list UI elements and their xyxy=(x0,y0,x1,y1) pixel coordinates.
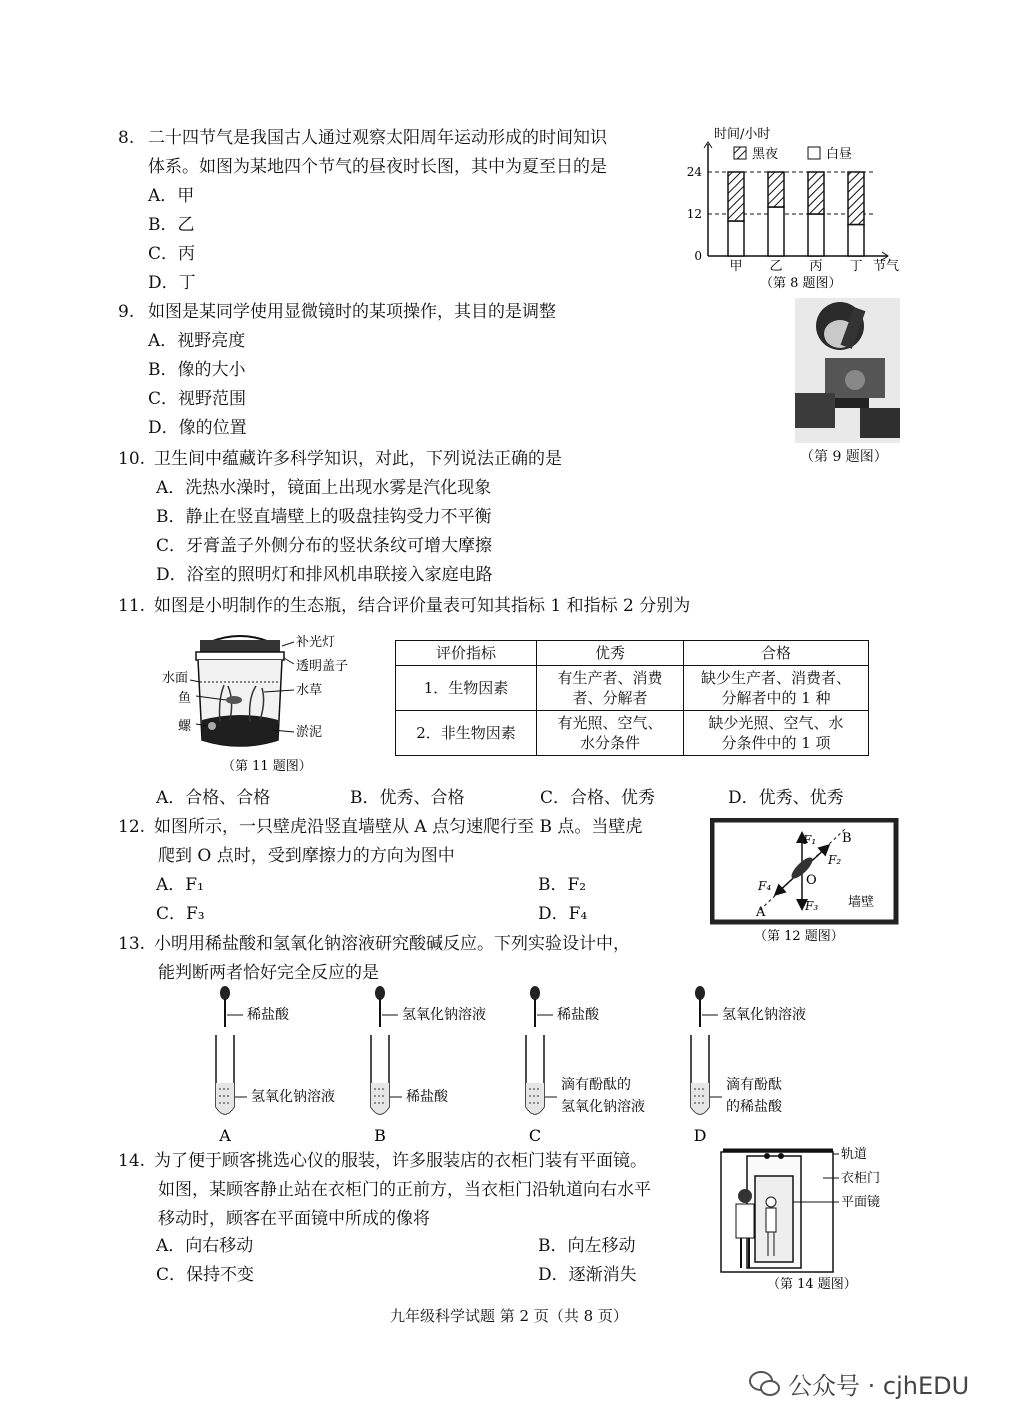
q13-stem-line1: 小明用稀盐酸和氢氧化钠溶液研究酸碱反应。下列实验设计中， xyxy=(154,934,630,954)
setup-letter: B xyxy=(374,1126,386,1145)
light-lamp xyxy=(200,640,280,652)
q11-caption: （第 11 题图） xyxy=(222,759,312,774)
tube-label: 氢氧化钠溶液 xyxy=(251,1089,335,1105)
q10-option-a: A．洗热水澡时，镜面上出现水雾是汽化现象 xyxy=(156,478,492,498)
q10-stem: 卫生间中蕴藏许多科学知识，对此，下列说法正确的是 xyxy=(154,449,562,469)
cell-line: 缺少生产者、消费者、 xyxy=(700,669,851,687)
dropper-bulb-icon xyxy=(695,986,705,1000)
legend-night-swatch xyxy=(734,147,746,159)
q14-option-c: C．保持不变 xyxy=(156,1265,255,1285)
bar-night xyxy=(768,172,784,207)
page-footer: 九年级科学试题 第 2 页（共 8 页） xyxy=(390,1307,628,1325)
y-tick-label: 0 xyxy=(694,249,702,263)
label-water-grass: 水草 xyxy=(296,683,323,698)
point-o-label: O xyxy=(806,873,817,888)
q11-option-b: B．优秀、合格 xyxy=(350,788,465,808)
tube-label: 滴有酚酞 xyxy=(726,1077,782,1093)
dropper-label: 氢氧化钠溶液 xyxy=(722,1007,806,1023)
q8-number: 8. xyxy=(118,128,135,148)
point-b-label: B xyxy=(842,831,852,846)
tube-label: 稀盐酸 xyxy=(406,1089,448,1105)
q10-number: 10. xyxy=(118,449,146,469)
label-light: 补光灯 xyxy=(296,635,336,650)
q9-option-a: A．视野亮度 xyxy=(148,331,246,351)
table-cell xyxy=(684,711,869,756)
table-cell xyxy=(537,666,684,711)
x-tick-label: 丙 xyxy=(809,259,823,274)
label-mirror: 平面镜 xyxy=(841,1195,881,1210)
force-f3-label: F₃ xyxy=(805,899,819,913)
q14-option-d: D．逐渐消失 xyxy=(538,1265,637,1285)
q12-option-b: B．F₂ xyxy=(538,875,587,895)
liquid xyxy=(216,1083,234,1114)
label-track: 轨道 xyxy=(841,1147,868,1162)
q8-x-axis-label: 节气 xyxy=(873,259,900,274)
q11-option-d: D．优秀、优秀 xyxy=(728,788,844,808)
bar-day xyxy=(848,225,864,257)
q14-option-b: B．向左移动 xyxy=(538,1236,636,1256)
label-door: 衣柜门 xyxy=(841,1171,881,1186)
q8-stem-line2: 体系。如图为某地四个节气的昼夜时长图，其中为夏至日的是 xyxy=(148,157,607,177)
table-cell xyxy=(684,666,869,711)
force-f4-label: F₄ xyxy=(758,879,772,893)
bar-day xyxy=(808,214,824,256)
y-tick-label: 24 xyxy=(686,165,702,179)
table-row xyxy=(396,711,869,756)
q12-option-c: C．F₃ xyxy=(156,904,205,924)
q9-number: 9. xyxy=(118,302,135,322)
legend-day-label: 白昼 xyxy=(826,147,853,162)
q13-stem-line2: 能判断两者恰好完全反应的是 xyxy=(158,963,379,983)
q14-stem-line2: 如图，某顾客静止站在衣柜门的正前方，当衣柜门沿轨道向右水平 xyxy=(158,1180,651,1200)
table-cell: 1．生物因素 xyxy=(396,666,537,711)
q10-option-b: B．静止在竖直墙壁上的吸盘挂钩受力不平衡 xyxy=(156,507,492,527)
q8-y-axis-label: 时间/小时 xyxy=(714,127,771,142)
x-tick-label: 丁 xyxy=(849,259,863,274)
eco-bottle-figure xyxy=(160,630,385,780)
q11-option-c: C．合格、优秀 xyxy=(540,788,656,808)
liquid xyxy=(371,1083,389,1114)
watermark xyxy=(748,1366,969,1401)
force-f1-label: F₁ xyxy=(803,833,817,847)
label-water-surface: 水面 xyxy=(162,671,189,686)
q9-caption: （第 9 题图） xyxy=(800,449,888,465)
point-a-label: A xyxy=(756,905,766,920)
dropper-bulb-icon xyxy=(220,986,230,1000)
bottle-lid xyxy=(196,652,284,660)
q11-option-a: A．合格、合格 xyxy=(156,788,271,808)
wall-label: 墙壁 xyxy=(848,895,875,910)
setup-b xyxy=(371,986,486,1145)
q9-option-c: C．视野范围 xyxy=(148,389,247,409)
label-fish: 鱼 xyxy=(178,691,192,706)
q8-caption: （第 8 题图） xyxy=(760,276,842,291)
q8-bar-chart xyxy=(678,124,908,299)
q12-option-a: A．F₁ xyxy=(156,875,204,895)
x-tick-label: 甲 xyxy=(729,259,743,274)
bar-night xyxy=(848,172,864,225)
q13-number: 13. xyxy=(118,934,146,954)
cell-line: 水分条件 xyxy=(579,734,640,752)
bar-night xyxy=(808,172,824,214)
legend-day-swatch xyxy=(808,147,820,159)
tube-label: 氢氧化钠溶液 xyxy=(561,1099,645,1115)
tube-label: 的稀盐酸 xyxy=(726,1099,782,1115)
q8-option-d: D．丁 xyxy=(148,273,196,293)
setup-letter: C xyxy=(528,1126,542,1145)
q10-option-c: C．牙膏盖子外侧分布的竖状条纹可增大摩擦 xyxy=(156,536,493,556)
label-lid: 透明盖子 xyxy=(296,659,349,674)
q8-option-b: B．乙 xyxy=(148,215,195,235)
cell-line: 有光照、空气、 xyxy=(557,714,663,732)
wardrobe-mirror-figure xyxy=(715,1142,895,1294)
titration-setups xyxy=(200,985,890,1145)
cell-line: 分条件中的 1 项 xyxy=(721,734,831,752)
q8-option-a: A．甲 xyxy=(148,186,195,206)
watermark-text: 公众号 · cjhEDU xyxy=(788,1372,970,1400)
cell-line: 分解者中的 1 种 xyxy=(721,689,831,707)
q12-caption: （第 12 题图） xyxy=(754,929,844,944)
setup-letter: D xyxy=(693,1126,707,1145)
bar-night xyxy=(728,172,744,221)
cell-line: 者、分解者 xyxy=(572,689,648,707)
q14-stem-line3: 移动时，顾客在平面镜中所成的像将 xyxy=(158,1209,430,1229)
liquid xyxy=(526,1083,544,1114)
bar-day xyxy=(768,207,784,256)
dropper-label: 稀盐酸 xyxy=(247,1007,289,1023)
table-header: 评价指标 xyxy=(396,641,537,666)
q9-stem: 如图是某同学使用显微镜时的某项操作，其目的是调整 xyxy=(148,302,556,322)
cell-line: 缺少光照、空气、水 xyxy=(708,714,844,732)
label-snail: 螺 xyxy=(178,719,192,734)
q12-stem-line1: 如图所示，一只壁虎沿竖直墙壁从 A 点匀速爬行至 B 点。当壁虎 xyxy=(154,817,643,837)
setup-c xyxy=(526,986,645,1145)
table-row xyxy=(396,666,869,711)
liquid xyxy=(691,1083,709,1114)
label-mud: 淤泥 xyxy=(296,725,323,740)
tube-label: 滴有酚酞的 xyxy=(561,1077,631,1093)
q14-caption: （第 14 题图） xyxy=(767,1277,857,1292)
table-cell xyxy=(537,711,684,756)
q12-option-d: D．F₄ xyxy=(538,904,588,924)
q9-option-d: D．像的位置 xyxy=(148,418,247,438)
q14-stem-line1: 为了便于顾客挑选心仪的服装，许多服装店的衣柜门装有平面镜。 xyxy=(154,1151,647,1171)
wechat-icon xyxy=(748,1369,782,1399)
q14-option-a: A．向右移动 xyxy=(156,1236,254,1256)
dropper-label: 氢氧化钠溶液 xyxy=(402,1007,486,1023)
y-tick-label: 12 xyxy=(686,207,702,221)
table-header: 合格 xyxy=(684,641,869,666)
cell-line: 有生产者、消费 xyxy=(557,669,663,687)
q8-option-c: C．丙 xyxy=(148,244,196,264)
q12-stem-line2: 爬到 O 点时，受到摩擦力的方向为图中 xyxy=(158,846,455,866)
q10-option-d: D．浴室的照明灯和排风机串联接入家庭电路 xyxy=(156,565,493,585)
table-header-row xyxy=(396,641,869,666)
setup-letter: A xyxy=(219,1126,231,1145)
q12-number: 12. xyxy=(118,817,146,837)
q11-stem: 如图是小明制作的生态瓶，结合评价量表可知其指标 1 和指标 2 分别为 xyxy=(154,596,691,616)
dropper-label: 稀盐酸 xyxy=(557,1007,599,1023)
bar-day xyxy=(728,221,744,256)
dropper-bulb-icon xyxy=(375,986,385,1000)
table-header: 优秀 xyxy=(537,641,684,666)
setup-a xyxy=(216,986,335,1145)
q8-stem-line1: 二十四节气是我国古人通过观察太阳周年运动形成的时间知识 xyxy=(148,128,607,148)
q9-option-b: B．像的大小 xyxy=(148,360,246,380)
microscope-photo xyxy=(795,298,900,443)
q11-number: 11. xyxy=(118,596,146,616)
setup-d xyxy=(691,986,806,1145)
x-tick-label: 乙 xyxy=(769,259,783,274)
gecko-wall-figure xyxy=(710,818,900,946)
legend-night-label: 黑夜 xyxy=(752,147,779,162)
table-cell: 2．非生物因素 xyxy=(396,711,537,756)
evaluation-table xyxy=(395,640,869,756)
q14-number: 14. xyxy=(118,1151,146,1171)
dropper-bulb-icon xyxy=(530,986,540,1000)
force-f2-label: F₂ xyxy=(828,853,842,867)
